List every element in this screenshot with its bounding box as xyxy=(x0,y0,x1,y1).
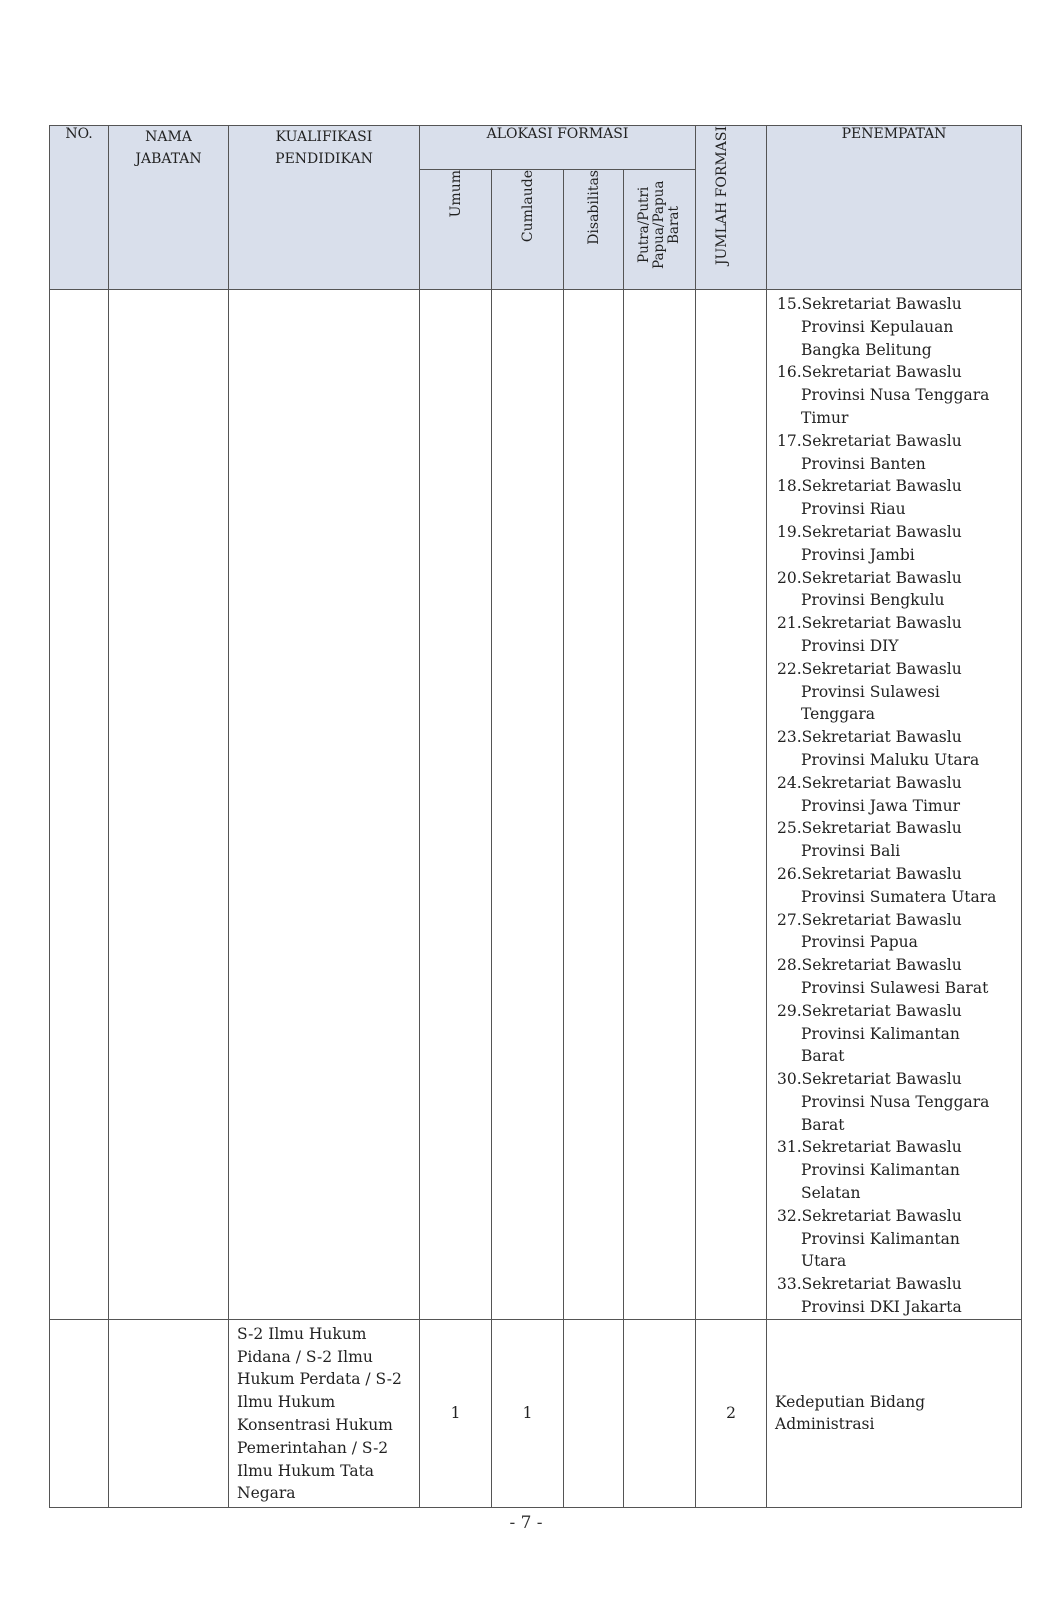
placement-number: 22. xyxy=(777,659,802,678)
placement-item xyxy=(777,817,1015,863)
header-nama-jabatan xyxy=(109,126,229,290)
header-nama-jabatan-text: NAMA JABATAN xyxy=(135,129,202,167)
cell-putra-putri xyxy=(624,290,696,1320)
placement-number: 24. xyxy=(777,773,802,792)
header-cumlaude-text: Cumlaude xyxy=(519,170,536,243)
header-umum xyxy=(420,170,492,290)
placement-first-line xyxy=(777,1068,1015,1091)
placement-name: Sekretariat Bawaslu xyxy=(801,568,962,587)
placement-first-line xyxy=(777,1205,1015,1228)
placement-name-continued: Provinsi Nusa Tenggara xyxy=(801,1092,990,1111)
placement-number: 19. xyxy=(777,522,802,541)
cell-kualifikasi: S-2 Ilmu Hukum Pidana / S-2 Ilmu Hukum Perdata / S-2 Ilmu Hukum Konsentrasi Hukum Pemerintahan / S-2 Ilmu Hukum Tata Negara xyxy=(229,1319,420,1507)
placement-name: Sekretariat Bawaslu xyxy=(801,773,962,792)
placement-name-continued: Barat xyxy=(801,1047,845,1066)
cell-umum: 1 xyxy=(420,1319,492,1507)
table-row xyxy=(50,290,1022,1320)
cell-jumlah: 2 xyxy=(696,1319,767,1507)
placement-number: 17. xyxy=(777,431,802,450)
header-disabilitas xyxy=(564,170,624,290)
placement-item xyxy=(777,726,1015,772)
cell-nama-jabatan xyxy=(109,290,229,1320)
placement-name-continued: Provinsi Sulawesi xyxy=(801,682,940,701)
placement-name-continued: Barat xyxy=(801,1115,845,1134)
cell-cumlaude: 1 xyxy=(492,1319,564,1507)
placement-number: 23. xyxy=(777,728,802,747)
placement-name-continued: Provinsi Bali xyxy=(801,842,901,861)
placement-name-continued: Provinsi Kepulauan xyxy=(801,317,954,336)
table-header xyxy=(50,126,1022,290)
header-kualifikasi xyxy=(229,126,420,290)
placement-name: Sekretariat Bawaslu xyxy=(801,363,962,382)
placement-number: 28. xyxy=(777,956,802,975)
placement-first-line xyxy=(777,817,1015,840)
placement-item xyxy=(777,1136,1015,1204)
placement-name-continued: Provinsi Sumatera Utara xyxy=(801,887,997,906)
placement-first-line xyxy=(777,909,1015,932)
placement-item xyxy=(777,772,1015,818)
header-putra-putri xyxy=(624,170,696,290)
placement-name: Sekretariat Bawaslu xyxy=(801,659,962,678)
placement-first-line xyxy=(777,521,1015,544)
placement-number: 31. xyxy=(777,1138,802,1157)
header-penempatan: PENEMPATAN xyxy=(767,126,1022,290)
placement-first-line xyxy=(777,1000,1015,1023)
placement-name-continued: Tenggara xyxy=(801,705,876,724)
placement-name: Sekretariat Bawaslu xyxy=(801,295,962,313)
placement-name: Sekretariat Bawaslu xyxy=(801,728,962,747)
header-kualifikasi-text: KUALIFIKASI PENDIDIKAN xyxy=(275,129,373,167)
placement-name-continued: Provinsi Papua xyxy=(801,933,918,952)
header-cumlaude xyxy=(492,170,564,290)
placement-name-continued: Provinsi Banten xyxy=(801,454,926,473)
placement-number: 21. xyxy=(777,614,802,633)
cell-penempatan: Kedeputian Bidang Administrasi xyxy=(767,1319,1022,1507)
placement-name-continued: Provinsi Maluku Utara xyxy=(801,750,980,769)
placement-first-line xyxy=(777,726,1015,749)
placement-number: 20. xyxy=(777,568,802,587)
placement-name-continued: Provinsi DIY xyxy=(801,636,899,655)
cell-penempatan xyxy=(767,290,1022,1320)
placement-number: 33. xyxy=(777,1275,802,1294)
placement-name: Sekretariat Bawaslu xyxy=(801,1138,962,1157)
placement-item xyxy=(777,567,1015,613)
cell-no xyxy=(50,290,109,1320)
placement-first-line xyxy=(777,361,1015,384)
cell-putra-putri xyxy=(624,1319,696,1507)
placement-number: 27. xyxy=(777,910,802,929)
cell-no xyxy=(50,1319,109,1507)
placement-name-continued: Provinsi Bengkulu xyxy=(801,591,945,610)
placement-name-continued: Provinsi Kalimantan xyxy=(801,1161,960,1180)
placement-name-continued: Utara xyxy=(801,1252,847,1271)
header-jumlah-formasi xyxy=(696,126,767,290)
placement-name-continued: Selatan xyxy=(801,1184,861,1203)
placement-item xyxy=(777,361,1015,429)
placement-number: 15. xyxy=(777,295,802,313)
placement-item xyxy=(777,1068,1015,1136)
header-no: NO. xyxy=(50,126,109,290)
placement-name-continued: Provinsi Kalimantan xyxy=(801,1229,960,1248)
cell-umum xyxy=(420,290,492,1320)
placement-name: Sekretariat Bawaslu xyxy=(801,956,962,975)
table-row xyxy=(50,1319,1022,1507)
header-putra-putri-text: Putra/Putri Papua/Papua Barat xyxy=(636,180,682,270)
placement-name-continued: Provinsi Nusa Tenggara xyxy=(801,386,990,405)
placement-item xyxy=(777,521,1015,567)
placement-number: 26. xyxy=(777,864,802,883)
placement-item xyxy=(777,430,1015,476)
placement-item xyxy=(777,863,1015,909)
cell-nama-jabatan xyxy=(109,1319,229,1507)
placement-name: Sekretariat Bawaslu xyxy=(801,477,962,496)
placement-name: Sekretariat Bawaslu xyxy=(801,1275,962,1294)
cell-jumlah xyxy=(696,290,767,1320)
placement-item xyxy=(777,1205,1015,1273)
placement-name: Sekretariat Bawaslu xyxy=(801,431,962,450)
placement-number: 18. xyxy=(777,477,802,496)
placement-name-continued: Provinsi Kalimantan xyxy=(801,1024,960,1043)
placement-name: Sekretariat Bawaslu xyxy=(801,864,962,883)
cell-disabilitas xyxy=(564,1319,624,1507)
placement-first-line xyxy=(777,1136,1015,1159)
placement-name: Sekretariat Bawaslu xyxy=(801,1070,962,1089)
placement-item xyxy=(777,475,1015,521)
placement-number: 32. xyxy=(777,1206,802,1225)
placement-number: 29. xyxy=(777,1001,802,1020)
placement-first-line xyxy=(777,1273,1015,1296)
placement-number: 25. xyxy=(777,819,802,838)
header-umum-text: Umum xyxy=(447,170,464,218)
placement-number: 16. xyxy=(777,363,802,382)
placement-name-continued: Provinsi Riau xyxy=(801,500,906,519)
placement-item xyxy=(777,1273,1015,1319)
placement-item xyxy=(777,293,1015,361)
placement-name: Sekretariat Bawaslu xyxy=(801,1206,962,1225)
placement-item xyxy=(777,909,1015,955)
page-number: - 7 - xyxy=(509,1513,543,1533)
placement-name-continued: Bangka Belitung xyxy=(801,340,932,359)
placement-first-line xyxy=(777,954,1015,977)
placement-name-continued: Provinsi Sulawesi Barat xyxy=(801,978,989,997)
cell-kualifikasi xyxy=(229,290,420,1320)
placement-name-continued: Provinsi Jawa Timur xyxy=(801,796,960,815)
placement-name-continued: Provinsi DKI Jakarta xyxy=(801,1298,962,1317)
placement-item xyxy=(777,658,1015,726)
placement-first-line xyxy=(777,567,1015,590)
placement-name-continued: Timur xyxy=(801,408,849,427)
placement-name: Sekretariat Bawaslu xyxy=(801,1001,962,1020)
placement-first-line xyxy=(777,430,1015,453)
cell-cumlaude xyxy=(492,290,564,1320)
formation-table xyxy=(49,125,1022,1508)
header-disabilitas-text: Disabilitas xyxy=(585,170,602,245)
placement-first-line xyxy=(777,475,1015,498)
placement-first-line xyxy=(777,293,1015,316)
placement-item xyxy=(777,1000,1015,1068)
placement-number: 30. xyxy=(777,1070,802,1089)
placement-name-continued: Provinsi Jambi xyxy=(801,545,915,564)
placement-name: Sekretariat Bawaslu xyxy=(801,522,962,541)
placement-item xyxy=(777,954,1015,1000)
placement-first-line xyxy=(777,658,1015,681)
placement-first-line xyxy=(777,612,1015,635)
placement-first-line xyxy=(777,863,1015,886)
cell-disabilitas xyxy=(564,290,624,1320)
placement-list xyxy=(767,290,1021,1319)
header-alokasi-formasi: ALOKASI FORMASI xyxy=(420,126,696,170)
placement-first-line xyxy=(777,772,1015,795)
placement-item xyxy=(777,612,1015,658)
placement-name: Sekretariat Bawaslu xyxy=(801,614,962,633)
placement-name: Sekretariat Bawaslu xyxy=(801,819,962,838)
header-jumlah-text: JUMLAH FORMASI xyxy=(714,126,731,266)
placement-name: Sekretariat Bawaslu xyxy=(801,910,962,929)
